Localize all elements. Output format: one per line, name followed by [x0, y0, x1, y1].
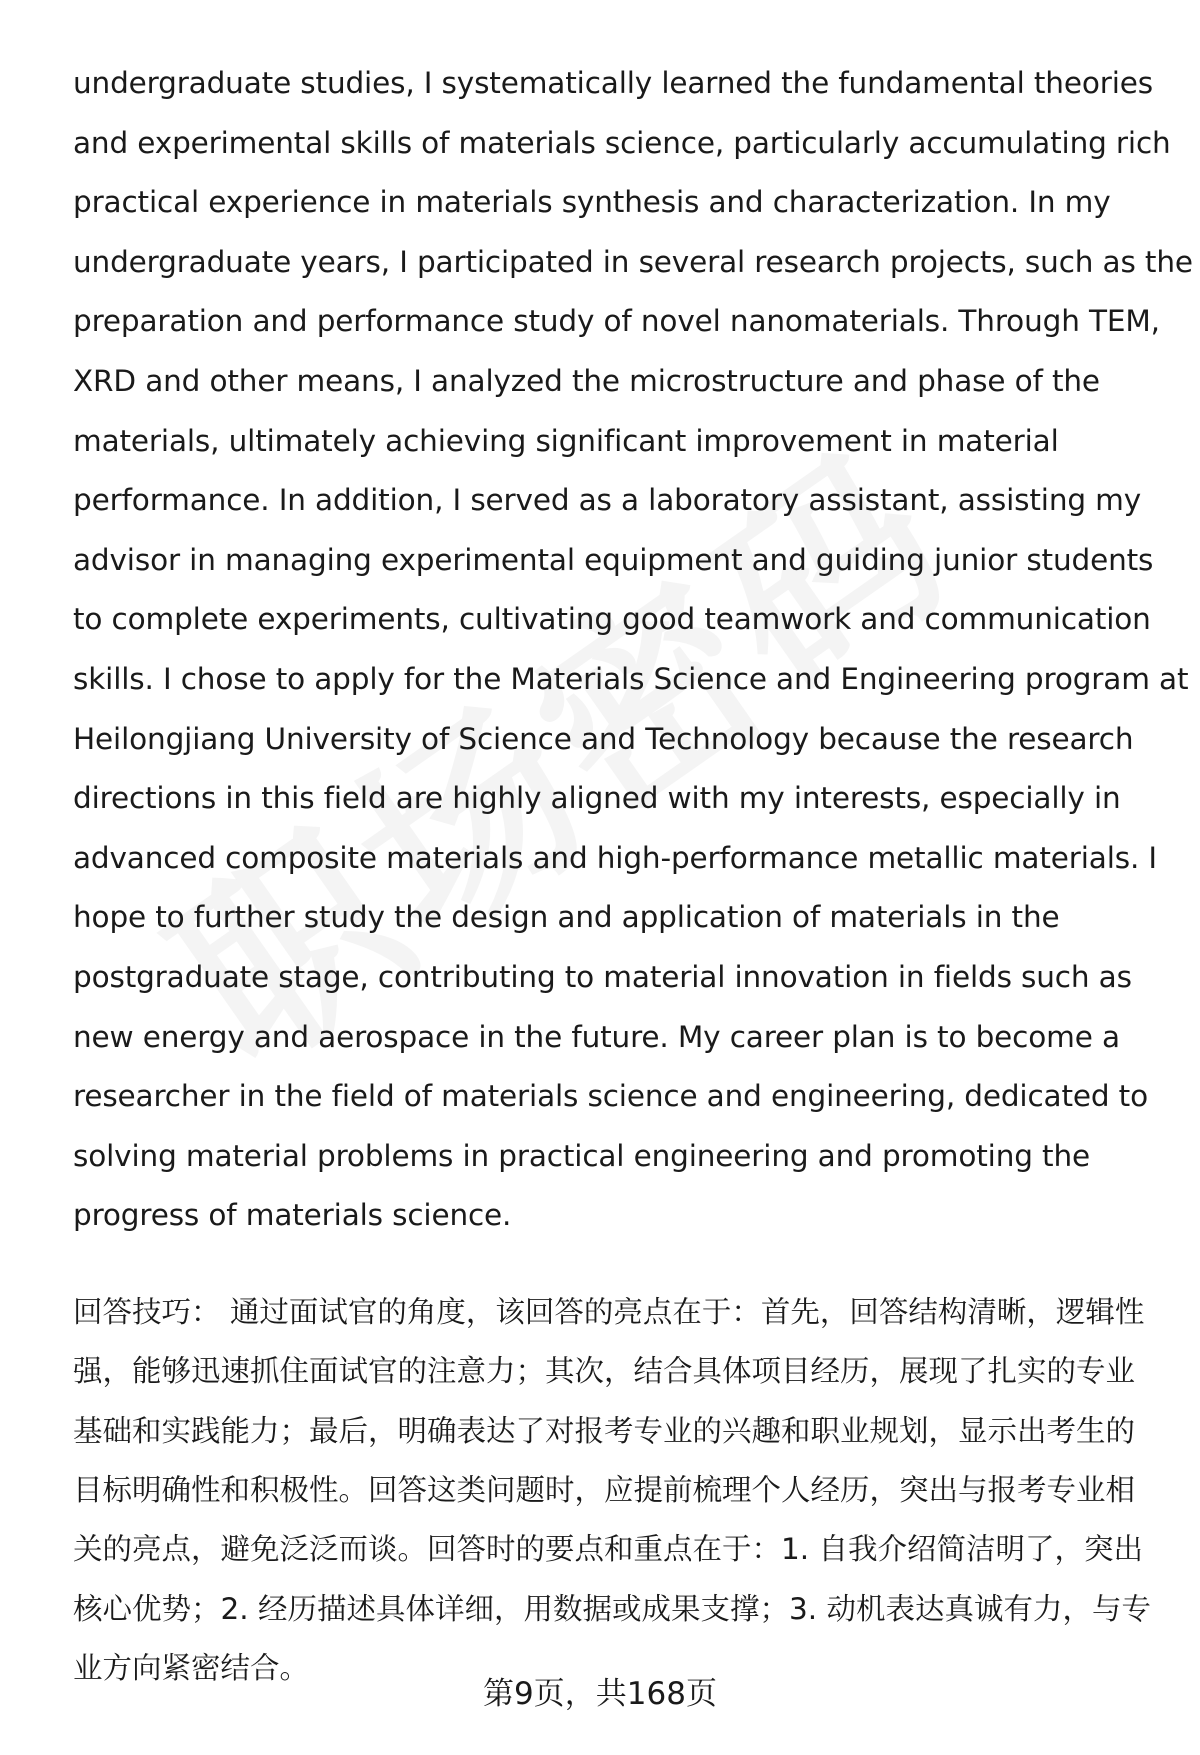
paragraph-line: and experimental skills of materials science, particularly accumulating rich: [73, 125, 1171, 160]
paragraph-line: skills. I chose to apply for the Materials Science and Engineering program at: [73, 661, 1189, 696]
paragraph-line: preparation and performance study of novel nanomaterials. Through TEM,: [73, 304, 1160, 339]
paragraph-line: directions in this field are highly aligned with my interests, especially in: [73, 781, 1121, 816]
paragraph-line: postgraduate stage, contributing to material innovation in fields such as: [73, 959, 1132, 994]
paragraph-line: hope to further study the design and application of materials in the: [73, 900, 1060, 935]
paragraph-line: XRD and other means, I analyzed the microstructure and phase of the: [73, 363, 1100, 398]
paragraph-line: materials, ultimately achieving significant improvement in material: [73, 423, 1059, 458]
paragraph-line: advisor in managing experimental equipment and guiding junior students: [73, 542, 1154, 577]
tips-line: 目标明确性和积极性。回答这类问题时，应提前梳理个人经历，突出与报考专业相: [73, 1473, 1136, 1508]
tips-line: 关的亮点，避免泛泛而谈。回答时的要点和重点在于：1. 自我介绍简洁明了，突出: [73, 1532, 1144, 1567]
tips-line: 基础和实践能力；最后，明确表达了对报考专业的兴趣和职业规划，显示出考生的: [73, 1413, 1136, 1448]
page-content: [73, 54, 1193, 1699]
paragraph-line: performance. In addition, I served as a laboratory assistant, assisting my: [73, 483, 1142, 518]
tips-line: 强，能够迅速抓住面试官的注意力；其次，结合具体项目经历，展现了扎实的专业: [73, 1354, 1136, 1389]
answer-tips-paragraph: [73, 1283, 1163, 1699]
paragraph-line: solving material problems in practical engineering and promoting the: [73, 1138, 1091, 1173]
tips-line: 业方向紧密结合。: [73, 1651, 310, 1686]
paragraph-line: advanced composite materials and high-performance metallic materials. I: [73, 840, 1157, 875]
paragraph-line: researcher in the field of materials science and engineering, dedicated to: [73, 1079, 1148, 1114]
paragraph-line: undergraduate studies, I systematically learned the fundamental theories: [73, 66, 1153, 100]
paragraph-line: to complete experiments, cultivating good teamwork and communication: [73, 602, 1151, 637]
paragraph-line: progress of materials science.: [73, 1198, 512, 1233]
page-number: 第9页，共168页: [483, 1676, 717, 1712]
tips-line: 回答技巧： 通过面试官的角度，该回答的亮点在于：首先，回答结构清晰，逻辑性: [73, 1294, 1145, 1329]
paragraph-line: undergraduate years, I participated in several research projects, such as the: [73, 244, 1193, 279]
paragraph-line: Heilongjiang University of Science and Technology because the research: [73, 721, 1134, 756]
paragraph-line: new energy and aerospace in the future. My career plan is to become a: [73, 1019, 1120, 1054]
answer-paragraph: [73, 54, 1193, 1246]
paragraph-line: practical experience in materials synthesis and characterization. In my: [73, 185, 1111, 220]
tips-line: 核心优势；2. 经历描述具体详细，用数据或成果支撑；3. 动机表达真诚有力，与专: [73, 1591, 1152, 1626]
